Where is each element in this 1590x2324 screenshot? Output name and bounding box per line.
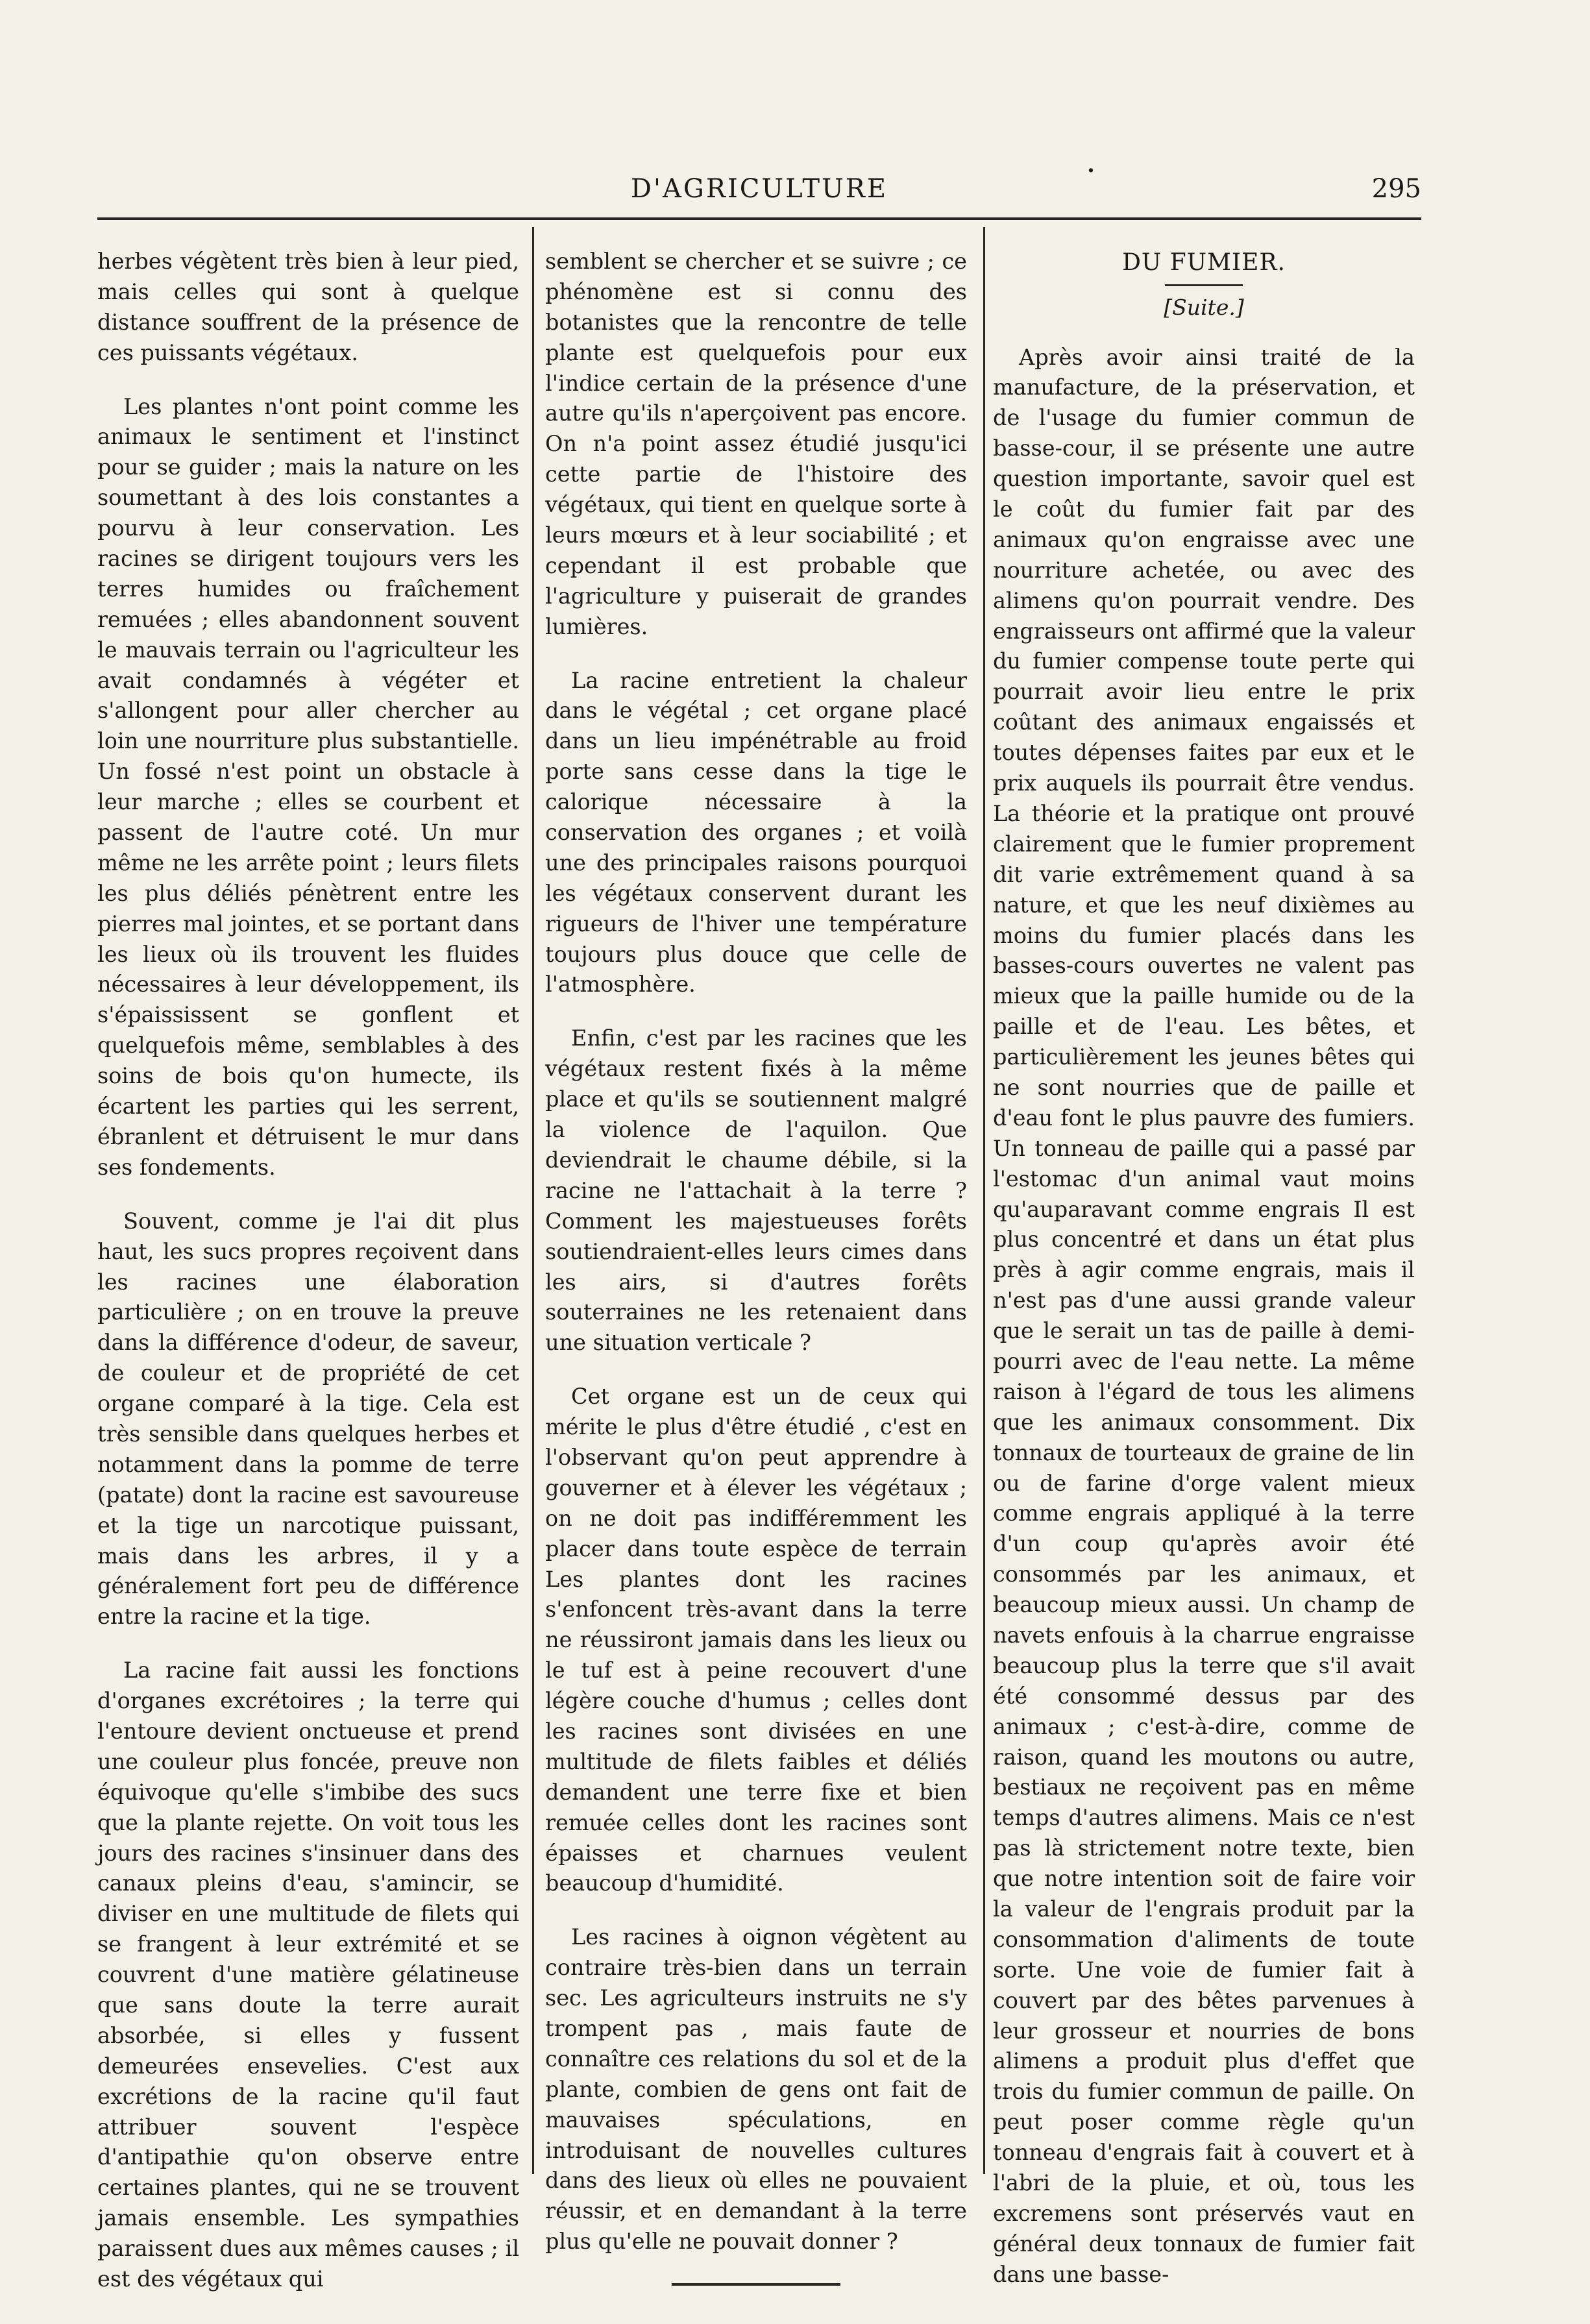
- column-divider-1: [532, 227, 534, 2174]
- paragraph: La racine entretient la chaleur dans le végétal ; cet organe placé dans un lieu impénétrable au froid porte sans cesse dans la tige le calorique nécessaire à la conservation des organes ; et voilà une des principales raisons pourquoi les végétaux conservent durant les rigueurs de l'hiver une température toujours plus douce que celle de l'atmosphère.: [545, 667, 967, 997]
- paragraph: Après avoir ainsi traité de la manufacture, de la préservation, et de l'usage du fumier commun de basse-cour, il se présente une autre question importante, savoir quel est le coût du fumier fait par des animaux qu'on engraisse avec une nourriture achetée, ou avec des alimens qu'on pourrait vendre. Des engraisseurs ont affirmé que la valeur du fumier compense toute perte qui pourrait avoir lieu entre le prix coûtant des animaux engaissés et toutes dépenses faites par eux et le prix auquels ils pourrait être vendus. La théorie et la pratique ont prouvé clairement que le fumier proprement dit varie extrêmement quand à sa nature, et que les neuf dixièmes au moins du fumier placés dans les basses-cours ouvertes ne valent pas mieux que la paille humide ou de la paille et de l'eau. Les bêtes, et particulièrement les jeunes bêtes qui ne sont nourries que de paille et d'eau font le plus pauvre des fumiers. Un tonneau de paille qui a passé par l'estomac d'un animal vaut moins qu'auparavant comme engrais Il est plus concentré et dans un état plus près à agir comme engrais, mais il n'est pas d'une aussi grande valeur que le serait un tas de paille à demi-pourri avec de l'eau nette. La même raison à l'égard de tous les alimens que les animaux consomment. Dix tonnaux de tourteaux de graine de lin ou de farine d'orge valent mieux comme engrais appliqué à la terre d'un coup qu'après avoir été consommés par les animaux, et beaucoup mieux aussi. Un champ de navets enfouis à la charrue engraisse beaucoup plus la terre que s'il avait été consommé dessus par des animaux ; c'est-à-dire, comme de raison, quand les moutons ou autre, bestiaux ne reçoivent pas en même temps d'autres alimens. Mais ce n'est pas là strictement notre texte, bien que notre intention soit de faire voir la valeur de l'engrais produit par la consommation d'aliments de toute sorte. Une voie de fumier fait à couvert par des bêtes parvenues à leur grosseur et nourries de bons alimens a produit plus d'effet que trois du fumier commun de paille. On peut poser comme règle qu'un tonneau d'engrais fait à couvert et à l'abri de la pluie, et où, tous les excremens sont préservés vaut en général deux tonnaux de fumier fait dans une basse-: [993, 344, 1415, 2287]
- paragraph: Enfin, c'est par les racines que les végétaux restent fixés à la même place et qu'ils se soutiennent malgré la violence de l'aquilon. Que deviendrait le chaume débile, si la racine ne l'attachait à la terre ? Comment les majestueuses forêts soutiendraient-elles leurs cimes dans les airs, si d'autres forêts souterraines ne les retenaient dans une situation verticale ?: [545, 1025, 967, 1356]
- column-right: [993, 247, 1415, 2314]
- paragraph: Les plantes n'ont point comme les animaux le sentiment et l'instinct pour se guider ; mais la nature on les soumettant à des lois constantes a pourvu à leur conservation. Les racines se dirigent toujours vers les terres humides ou fraîchement remuées ; elles abandonnent souvent le mauvais terrain ou l'agriculteur les avait condamnés à végéter et s'allongent pour aller chercher au loin une nourriture plus substantielle. Un fossé n'est point un obstacle à leur marche ; elles se courbent et passent de l'autre coté. Un mur même ne les arrête point ; leurs filets les plus déliés pénètrent entre les pierres mal jointes, et se portant dans les lieux où ils trouvent les fluides nécessaires à leur développement, ils s'épaississent se gonflent et quelquefois même, semblables à des soins de bois qu'on humecte, ils écartent les parties qui les serrent, ébranlent et détruisent le mur dans ses fondements.: [97, 393, 519, 1180]
- paragraph: La racine fait aussi les fonctions d'organes excrétoires ; la terre qui l'entoure devient onctueuse et prend une couleur plus foncée, preuve non équivoque qu'elle s'imbibe des sucs que la plante rejette. On voit tous les jours des racines s'insinuer dans des canaux pleins d'eau, s'amincir, se diviser en une multitude de filets qui se frangent à leur extrémité et se couvrent d'une matière gélatineuse que sans doute la terre aurait absorbée, si elles y fussent demeurées ensevelies. C'est aux excrétions de la racine qu'il faut attribuer souvent l'espèce d'antipathie qu'on observe entre certaines plantes, qui ne se trouvent jamais ensemble. Les sympathies paraissent dues aux mêmes causes ; il est des végétaux qui: [97, 1657, 519, 2292]
- page-number: 295: [1371, 174, 1421, 204]
- column-middle: [545, 247, 967, 2286]
- print-mark: .: [1087, 152, 1095, 178]
- section-title-rule: [1165, 284, 1243, 286]
- paragraph: herbes végètent très bien à leur pied, mais celles qui sont à quelque distance souffrent de la présence de ces puissants végétaux.: [97, 249, 519, 365]
- running-title: D'AGRICULTURE: [630, 174, 888, 204]
- section-title: DU FUMIER.: [1122, 249, 1286, 276]
- paragraph: semblent se chercher et se suivre ; ce phénomène est si connu des botanistes que la rencontre de telle plante est quelquefois pour eux l'indice certain de la présence d'une autre qu'ils n'aperçoivent pas encore. On n'a point assez étudié jusqu'ici cette partie de l'histoire des végétaux, qui tient en quelque sorte à leurs mœurs et à leur sociabilité ; et cependant il est probable que l'agriculture y puiserait de grandes lumières.: [545, 249, 967, 639]
- column-left: [97, 247, 519, 2318]
- running-header: [97, 174, 1421, 213]
- section-subtitle: [Suite.]: [1164, 295, 1244, 321]
- column-divider-2: [983, 227, 985, 2174]
- header-rule: [97, 217, 1421, 220]
- paragraph: Cet organe est un de ceux qui mérite le plus d'être étudié , c'est en l'observant qu'on peut apprendre à gouverner et à élever les végétaux ; on ne doit pas indifféremment les placer dans toute espèce de terrain Les plantes dont les racines s'enfoncent très-avant dans la terre ne réussiront jamais dans les lieux ou le tuf est à peine recouvert d'une légère couche d'humus ; celles dont les racines sont divisées en une multitude de filets faibles et déliés demandent une terre fixe et bien remuée celles dont les racines sont épaisses et charnues veulent beaucoup d'humidité.: [545, 1384, 967, 1896]
- paragraph: Les racines à oignon végètent au contraire très-bien dans un terrain sec. Les agriculteurs instruits ne s'y trompent pas , mais faute de connaître ces relations du sol et de la plante, combien de gens ont fait de mauvaises spéculations, en introduisant de nouvelles cultures dans des lieux où elles ne pouvaient réussir, et en demandant à la terre plus qu'elle ne pouvait donner ?: [545, 1924, 967, 2255]
- paragraph: Souvent, comme je l'ai dit plus haut, les sucs propres reçoivent dans les racines une élaboration particulière ; on en trouve la preuve dans la différence d'odeur, de saveur, de couleur et de propriété de cet organe comparé à la tige. Cela est très sensible dans quelques herbes et notamment dans la pomme de terre (patate) dont la racine est savoureuse et la tige un narcotique puissant, mais dans les arbres, il y a généralement fort peu de différence entre la racine et la tige.: [97, 1208, 519, 1630]
- section-end-rule: [672, 2283, 840, 2286]
